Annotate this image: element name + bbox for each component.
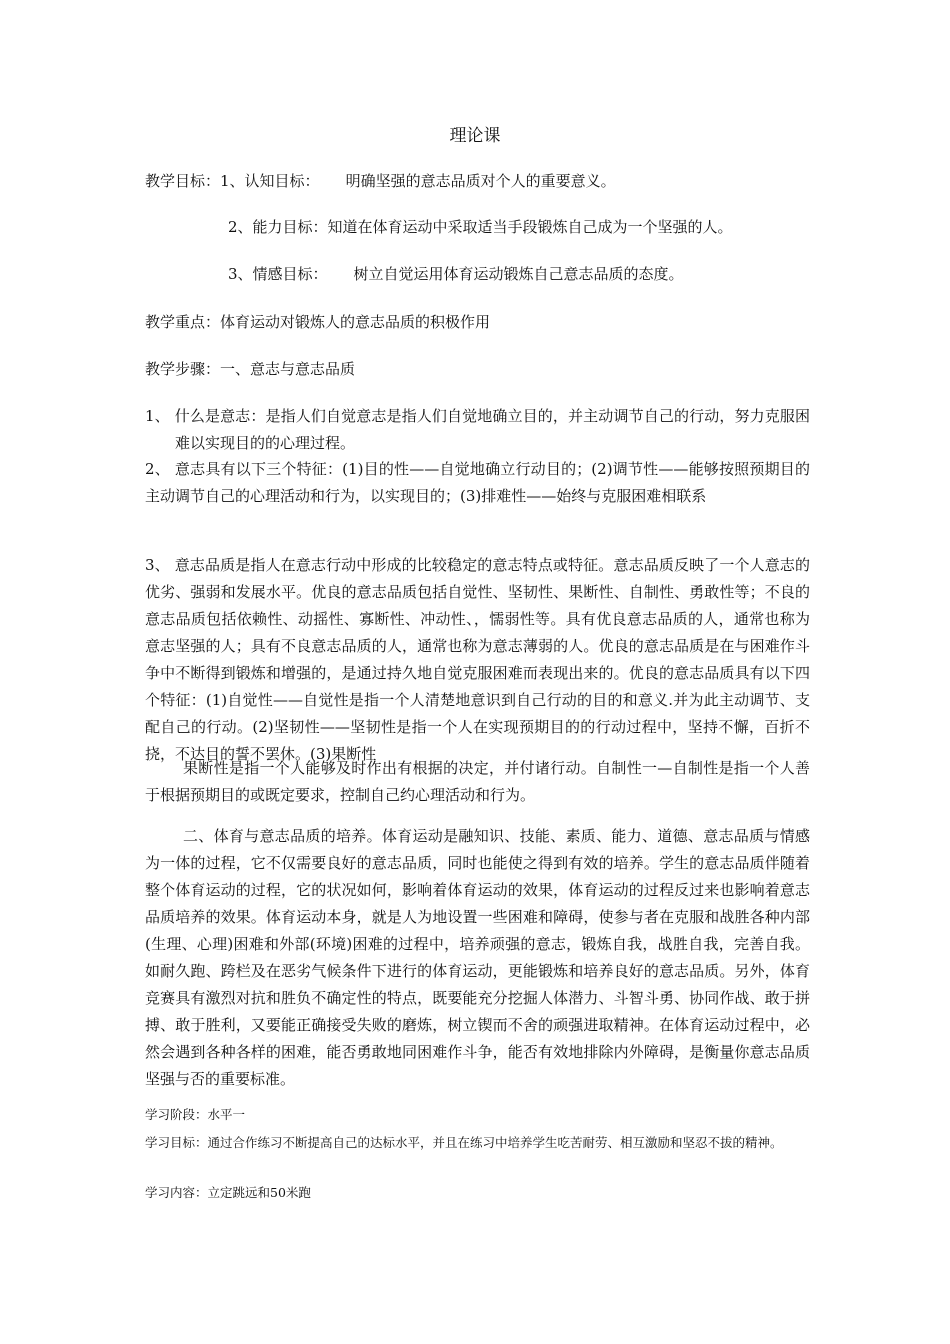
objective-1 bbox=[145, 170, 616, 192]
paragraph-4: 二、体育与意志品质的培养。体育运动是融知识、技能、素质、能力、道德、意志品质与情感为一体的过程，它不仅需要良好的意志品质，同时也能使之得到有效的培养。学生的意志品质伴随着整个体育运动的过程，它的状况如何，影响着体育运动的效果，体育运动的过程反过来也影响着意志品质培养的效果。体育运动本身，就是人为地设置一些困难和障碍，使参与者在克服和战胜各种内部(生理、心理)困难和外部(环境)困难的过程中，培养顽强的意志，锻炼自我，战胜自我，完善自我。如耐久跑、跨栏及在恶劣气候条件下进行的体育运动，更能锻炼和培养良好的意志品质。另外，体育竞赛具有激烈对抗和胜负不确定性的特点，既要能充分挖掘人体潜力、斗智斗勇、协同作战、敢于拼搏、敢于胜利，又要能正确接受失败的磨炼，树立锲而不舍的顽强进取精神。在体育运动过程中，必然会遇到各种各样的困难，能否勇敢地同困难作斗争，能否有效地排除内外障碍，是衡量你意志品质坚强与否的重要标准。 bbox=[145, 827, 810, 1088]
learning-stage: 学习阶段：水平一 bbox=[145, 1107, 246, 1122]
objective-1-label: 1、认知目标： bbox=[220, 172, 320, 190]
paragraph-3-continued: 果断性是指一个人能够及时作出有根据的决定，并付诸行动。自制性一—自制性是指一个人善于根据预期目的或既定要求，控制自己约心理活动和行为。 bbox=[145, 759, 810, 804]
objective-3-label: 3、情感目标： bbox=[228, 265, 328, 283]
learning-goal: 学习目标：通过合作练习不断提高自己的达标水平，并且在练习中培养学生吃苦耐劳、相互激励和坚忍不拔的精神。 bbox=[145, 1135, 783, 1150]
paragraph-2: 2、 意志具有以下三个特征：(1)目的性——自觉地确立行动目的；(2)调节性——能够按照预期目的主动调节自己的心理活动和行为，以实现目的；(3)排难性——始终与克服困难相联系 bbox=[145, 460, 810, 505]
paragraph-3: 3、 意志品质是指人在意志行动中形成的比较稳定的意志特点或特征。意志品质反映了一个人意志的优劣、强弱和发展水平。优良的意志品质包括自觉性、坚韧性、果断性、自制性、勇敢性等；不良的意志品质包括依赖性、动摇性、寡断性、冲动性、，懦弱性等。具有优良意志品质的人，通常也称为意志坚强的人；具有不良意志品质的人，通常也称为意志薄弱的人。优良的意志品质是在与困难作斗争中不断得到锻炼和增强的，是通过持久地自觉克服困难而表现出来的。优良的意志品质具有以下四个特征：(1)自觉性——自觉性是指一个人清楚地意识到自己行动的目的和意义.并为此主动调节、支配自己的行动。(2)坚韧性——坚韧性是指一个人在实现预期目的的行动过程中，坚持不懈，百折不挠，不达目的誓不罢休。(3)果断性 bbox=[145, 556, 810, 763]
objectives-label: 教学目标： bbox=[145, 172, 221, 190]
objective-2-label: 2、能力目标： bbox=[228, 218, 328, 236]
objective-1-text: 明确坚强的意志品质对个人的重要意义。 bbox=[345, 172, 616, 190]
learning-content: 学习内容：立定跳远和50米跑 bbox=[145, 1185, 311, 1200]
key-point: 教学重点：体育运动对锻炼人的意志品质的积极作用 bbox=[145, 313, 491, 331]
objective-2-text: 知道在体育运动中采取适当手段锻炼自己成为一个坚强的人。 bbox=[327, 218, 733, 236]
steps-heading: 教学步骤：一、意志与意志品质 bbox=[145, 360, 356, 378]
page-title: 理论课 bbox=[449, 126, 501, 146]
objective-3-text: 树立自觉运用体育运动锻炼自己意志品质的态度。 bbox=[353, 265, 684, 283]
paragraph-1: 1、 什么是意志：是指人们自觉意志是指人们自觉地确立目的，并主动调节自己的行动，努力克服困难以实现目的的心理过程。 bbox=[145, 407, 810, 452]
objective-2 bbox=[228, 216, 733, 238]
objective-3 bbox=[228, 263, 684, 285]
